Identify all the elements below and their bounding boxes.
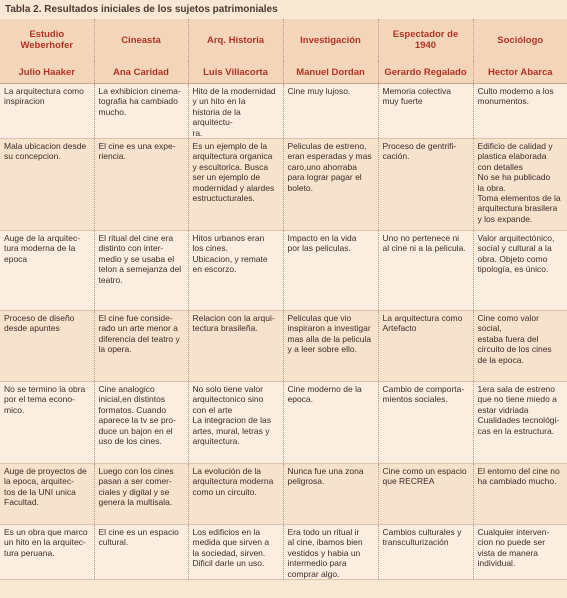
table-cell	[94, 382, 188, 464]
cell-text: Proceso de gentrifi- cación.	[382, 141, 457, 162]
table-cell	[94, 139, 188, 231]
table-cell	[94, 525, 188, 580]
table-cell	[378, 231, 473, 311]
table-cell	[0, 231, 94, 311]
table-cell	[378, 464, 473, 525]
column-profession: Estudio Weberhofer	[0, 19, 94, 61]
table-cell	[188, 464, 283, 525]
cell-text: La arquitectura como inspiracion	[4, 86, 84, 107]
table-cell	[283, 84, 378, 139]
cell-text: El cine fue conside- rado un arte menor a diferencia del teatro y la opera.	[98, 313, 180, 355]
name-row	[0, 61, 567, 84]
cell-text: El cine es un espacio cultural.	[98, 527, 179, 548]
cell-text: Luego con los cines pasan a ser comer- ciales y digital y se genera la multisala.	[98, 466, 174, 508]
table-row	[0, 464, 567, 525]
cell-text: Culto moderno a los monumentos.	[477, 86, 554, 107]
table-cell	[188, 382, 283, 464]
column-person-name: Julio Haaker	[0, 61, 94, 84]
table-cell	[188, 525, 283, 580]
cell-text: Relacion con la arqui- tectura brasileña.	[192, 313, 275, 334]
column-profession: Cineasta	[94, 19, 188, 61]
table-cell	[473, 84, 567, 139]
table-row	[0, 84, 567, 139]
table-cell	[0, 382, 94, 464]
table-cell	[283, 231, 378, 311]
cell-text: Impacto en la vida por las peliculas.	[287, 233, 357, 254]
table-cell	[473, 464, 567, 525]
table-cell	[0, 464, 94, 525]
column-profession: Sociólogo	[473, 19, 567, 61]
table-cell	[473, 139, 567, 231]
cell-text: Cine moderno de la epoca.	[287, 384, 362, 405]
table-header	[0, 19, 567, 84]
cell-text: Cualquier interven- cion no puede ser vista de manera individual.	[477, 527, 550, 569]
table-row	[0, 311, 567, 382]
column-profession: Arq. Historia	[188, 19, 283, 61]
cell-text: No solo tiene valor arquitectonico sino con el arte La integracion de las artes, mural, letras y arquitectura.	[192, 384, 271, 447]
table-cell	[378, 84, 473, 139]
cell-text: La evolución de la arquitectura moderna como un circuito.	[192, 466, 274, 497]
cell-text: Valor arquitectónico, social y cultural a la obra. Objeto como tipología, es único.	[477, 233, 555, 275]
table-cell	[188, 84, 283, 139]
cell-text: Auge de proyectos de la epoca, arquitec- tos de la UNI unica Facultad.	[4, 466, 87, 508]
cell-text: El ritual del cine era distinto con inter- medio y se usaba el telon a semejanza del teatro.	[98, 233, 182, 285]
cell-text: Auge de la arquitec- tura moderna de la epoca	[4, 233, 81, 264]
cell-text: Cambio de comporta- mientos sociales.	[382, 384, 465, 405]
table-row	[0, 525, 567, 580]
cell-text: Los edificios en la medida que sirven a la sociedad, sirven. Dificil darle un uso.	[192, 527, 270, 569]
column-person-name: Gerardo Regalado	[378, 61, 473, 84]
table-cell	[283, 139, 378, 231]
table-cell	[473, 525, 567, 580]
cell-text: 1era sala de estreno que no tiene miedo a estar vidriada Cualidades tecnológi- cas en la estructura.	[477, 384, 560, 436]
table-cell	[473, 231, 567, 311]
table-cell	[378, 382, 473, 464]
cell-text: El cine es una expe- riencia.	[98, 141, 176, 162]
table-cell	[94, 84, 188, 139]
cell-text: Mala ubicacion desde su concepcion.	[4, 141, 87, 162]
cell-text: Cine como valor social, estaba fuera del circuito de los cines de la epoca.	[477, 313, 552, 365]
table-cell	[0, 525, 94, 580]
table-cell	[473, 382, 567, 464]
table-cell	[378, 525, 473, 580]
cell-text: Hito de la modernidad y un hito en la historia de la arquitectu- ra.	[192, 86, 276, 138]
table-cell	[0, 84, 94, 139]
cell-text: Cambios culturales y transculturización	[382, 527, 462, 548]
table-body	[0, 84, 567, 580]
table-cell	[473, 311, 567, 382]
cell-text: Proceso de diseño desde apuntes	[4, 313, 75, 334]
column-person-name: Ana Caridad	[94, 61, 188, 84]
table-cell	[94, 464, 188, 525]
cell-text: Peliculas que vio inspiraron a investigar mas alla de la pelicula y a leer sobre ello.	[287, 313, 372, 355]
cell-text: Era todo un ritual ir al cine, ibamos bien vestidos y habia un intermedio para comprar algo.	[287, 527, 363, 579]
cell-text: No se termino la obra por el tema econo- mico.	[4, 384, 86, 415]
column-profession: Espectador de 1940	[378, 19, 473, 61]
table-cell	[283, 525, 378, 580]
cell-text: La exhibicion cinema- tografia ha cambiado mucho.	[98, 86, 181, 117]
column-profession: Investigación	[283, 19, 378, 61]
cell-text: El entorno del cine no ha cambiado mucho.	[477, 466, 560, 487]
table-cell	[94, 231, 188, 311]
results-table	[0, 19, 567, 580]
table-cell	[188, 139, 283, 231]
column-person-name: Luis Villacorta	[188, 61, 283, 84]
cell-text: Cine muy lujoso.	[287, 86, 351, 96]
profession-row	[0, 19, 567, 61]
table-cell	[283, 311, 378, 382]
table-cell	[378, 139, 473, 231]
table-cell	[188, 311, 283, 382]
cell-text: Cine analogico inicial,en distintos formatos. Cuando aparece la tv se pro- duce un bajon en el uso de los cines.	[98, 384, 176, 447]
cell-text: Hitos urbanos eran los cines. Ubicacion, y remate en escorzo.	[192, 233, 268, 275]
column-person-name: Hector Abarca	[473, 61, 567, 84]
cell-text: Es un ejemplo de la arquitectura organica y escultorica. Busca ser un ejemplo de modernidad y alardes estructucturales.	[192, 141, 275, 204]
table-cell	[94, 311, 188, 382]
cell-text: Edificio de calidad y plastica elaborada con detalles No se ha publicado la obra. Toma elementos de la arquitectura brasilera y los expande.	[477, 141, 561, 224]
table-cell	[378, 311, 473, 382]
table-caption: Tabla 2. Resultados iniciales de los sujetos patrimoniales	[0, 0, 567, 19]
table-cell	[188, 231, 283, 311]
cell-text: Uno no pertenece ni al cine ni a la pelicula.	[382, 233, 466, 254]
table-row	[0, 382, 567, 464]
table-cell	[0, 311, 94, 382]
column-person-name: Manuel Dordan	[283, 61, 378, 84]
cell-text: Cine como un espacio que RECREA	[382, 466, 467, 487]
cell-text: Memoria colectiva muy fuerte	[382, 86, 451, 107]
cell-text: La arquitectura como Artefacto	[382, 313, 463, 334]
table-row	[0, 139, 567, 231]
cell-text: Es un obra que marco un hito en la arquitec- tura peruana.	[4, 527, 88, 558]
cell-text: Peliculas de estreno, eran esperadas y mas caro,uno ahorraba para lograr pagar el boleto.	[287, 141, 372, 193]
table-cell	[283, 464, 378, 525]
table-cell	[0, 139, 94, 231]
table-cell	[283, 382, 378, 464]
table-row	[0, 231, 567, 311]
cell-text: Nunca fue una zona peligrosa.	[287, 466, 364, 487]
